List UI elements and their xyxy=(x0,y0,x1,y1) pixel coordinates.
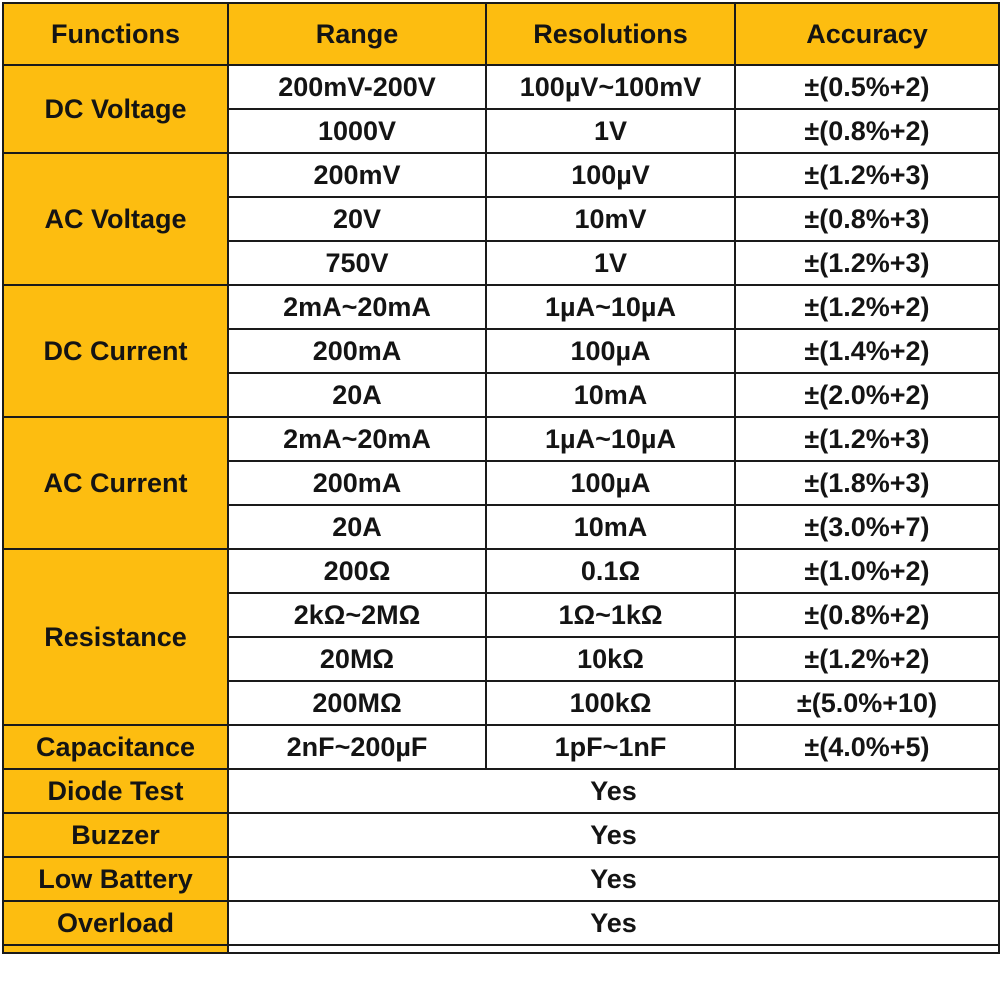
header-row xyxy=(3,3,999,65)
range-cell: 750V xyxy=(228,241,486,285)
feature-value-cell: Yes xyxy=(228,813,999,857)
function-cell: Capacitance xyxy=(3,725,228,769)
function-cell: DC Voltage xyxy=(3,65,228,153)
feature-row xyxy=(3,857,999,901)
feature-function-cell: Buzzer xyxy=(3,813,228,857)
function-cell: AC Voltage xyxy=(3,153,228,285)
header-range: Range xyxy=(228,3,486,65)
table-row xyxy=(3,285,999,329)
resolution-cell: 1µA~10µA xyxy=(486,417,735,461)
function-cell: AC Current xyxy=(3,417,228,549)
accuracy-cell: ±(1.8%+3) xyxy=(735,461,999,505)
range-cell: 1000V xyxy=(228,109,486,153)
range-cell: 20MΩ xyxy=(228,637,486,681)
range-cell: 200Ω xyxy=(228,549,486,593)
accuracy-cell: ±(0.8%+3) xyxy=(735,197,999,241)
header-functions: Functions xyxy=(3,3,228,65)
range-cell: 20A xyxy=(228,373,486,417)
resolution-cell: 1V xyxy=(486,109,735,153)
range-cell: 200mV xyxy=(228,153,486,197)
range-cell: 200MΩ xyxy=(228,681,486,725)
feature-function-cell: Low Battery xyxy=(3,857,228,901)
spec-body xyxy=(3,65,999,953)
accuracy-cell: ±(1.2%+2) xyxy=(735,285,999,329)
range-cell: 2nF~200µF xyxy=(228,725,486,769)
accuracy-cell: ±(0.8%+2) xyxy=(735,109,999,153)
range-cell: 2mA~20mA xyxy=(228,417,486,461)
resolution-cell: 100kΩ xyxy=(486,681,735,725)
cutoff-value-cell xyxy=(228,945,999,953)
feature-value-cell: Yes xyxy=(228,769,999,813)
resolution-cell: 100µA xyxy=(486,461,735,505)
feature-row xyxy=(3,769,999,813)
range-cell: 200mA xyxy=(228,461,486,505)
spec-table xyxy=(2,2,1000,954)
feature-value-cell: Yes xyxy=(228,901,999,945)
resolution-cell: 100µV~100mV xyxy=(486,65,735,109)
range-cell: 20A xyxy=(228,505,486,549)
resolution-cell: 100µV xyxy=(486,153,735,197)
header-resolutions: Resolutions xyxy=(486,3,735,65)
table-row xyxy=(3,549,999,593)
feature-row xyxy=(3,901,999,945)
table-row xyxy=(3,65,999,109)
header-accuracy: Accuracy xyxy=(735,3,999,65)
resolution-cell: 1µA~10µA xyxy=(486,285,735,329)
accuracy-cell: ±(1.4%+2) xyxy=(735,329,999,373)
feature-function-cell: Overload xyxy=(3,901,228,945)
resolution-cell: 10mV xyxy=(486,197,735,241)
range-cell: 20V xyxy=(228,197,486,241)
range-cell: 200mA xyxy=(228,329,486,373)
accuracy-cell: ±(1.2%+3) xyxy=(735,417,999,461)
feature-value-cell: Yes xyxy=(228,857,999,901)
resolution-cell: 100µA xyxy=(486,329,735,373)
table-row xyxy=(3,417,999,461)
accuracy-cell: ±(0.5%+2) xyxy=(735,65,999,109)
accuracy-cell: ±(1.2%+2) xyxy=(735,637,999,681)
accuracy-cell: ±(2.0%+2) xyxy=(735,373,999,417)
resolution-cell: 1V xyxy=(486,241,735,285)
range-cell: 200mV-200V xyxy=(228,65,486,109)
cutoff-function-cell xyxy=(3,945,228,953)
table-row-cutoff xyxy=(3,945,999,953)
accuracy-cell: ±(5.0%+10) xyxy=(735,681,999,725)
range-cell: 2mA~20mA xyxy=(228,285,486,329)
accuracy-cell: ±(1.2%+3) xyxy=(735,153,999,197)
feature-row xyxy=(3,813,999,857)
accuracy-cell: ±(3.0%+7) xyxy=(735,505,999,549)
range-cell: 2kΩ~2MΩ xyxy=(228,593,486,637)
resolution-cell: 1Ω~1kΩ xyxy=(486,593,735,637)
accuracy-cell: ±(4.0%+5) xyxy=(735,725,999,769)
function-cell: DC Current xyxy=(3,285,228,417)
feature-function-cell: Diode Test xyxy=(3,769,228,813)
table-row xyxy=(3,725,999,769)
accuracy-cell: ±(1.2%+3) xyxy=(735,241,999,285)
accuracy-cell: ±(1.0%+2) xyxy=(735,549,999,593)
resolution-cell: 10mA xyxy=(486,505,735,549)
resolution-cell: 10kΩ xyxy=(486,637,735,681)
resolution-cell: 1pF~1nF xyxy=(486,725,735,769)
table-row xyxy=(3,153,999,197)
function-cell: Resistance xyxy=(3,549,228,725)
accuracy-cell: ±(0.8%+2) xyxy=(735,593,999,637)
resolution-cell: 0.1Ω xyxy=(486,549,735,593)
resolution-cell: 10mA xyxy=(486,373,735,417)
